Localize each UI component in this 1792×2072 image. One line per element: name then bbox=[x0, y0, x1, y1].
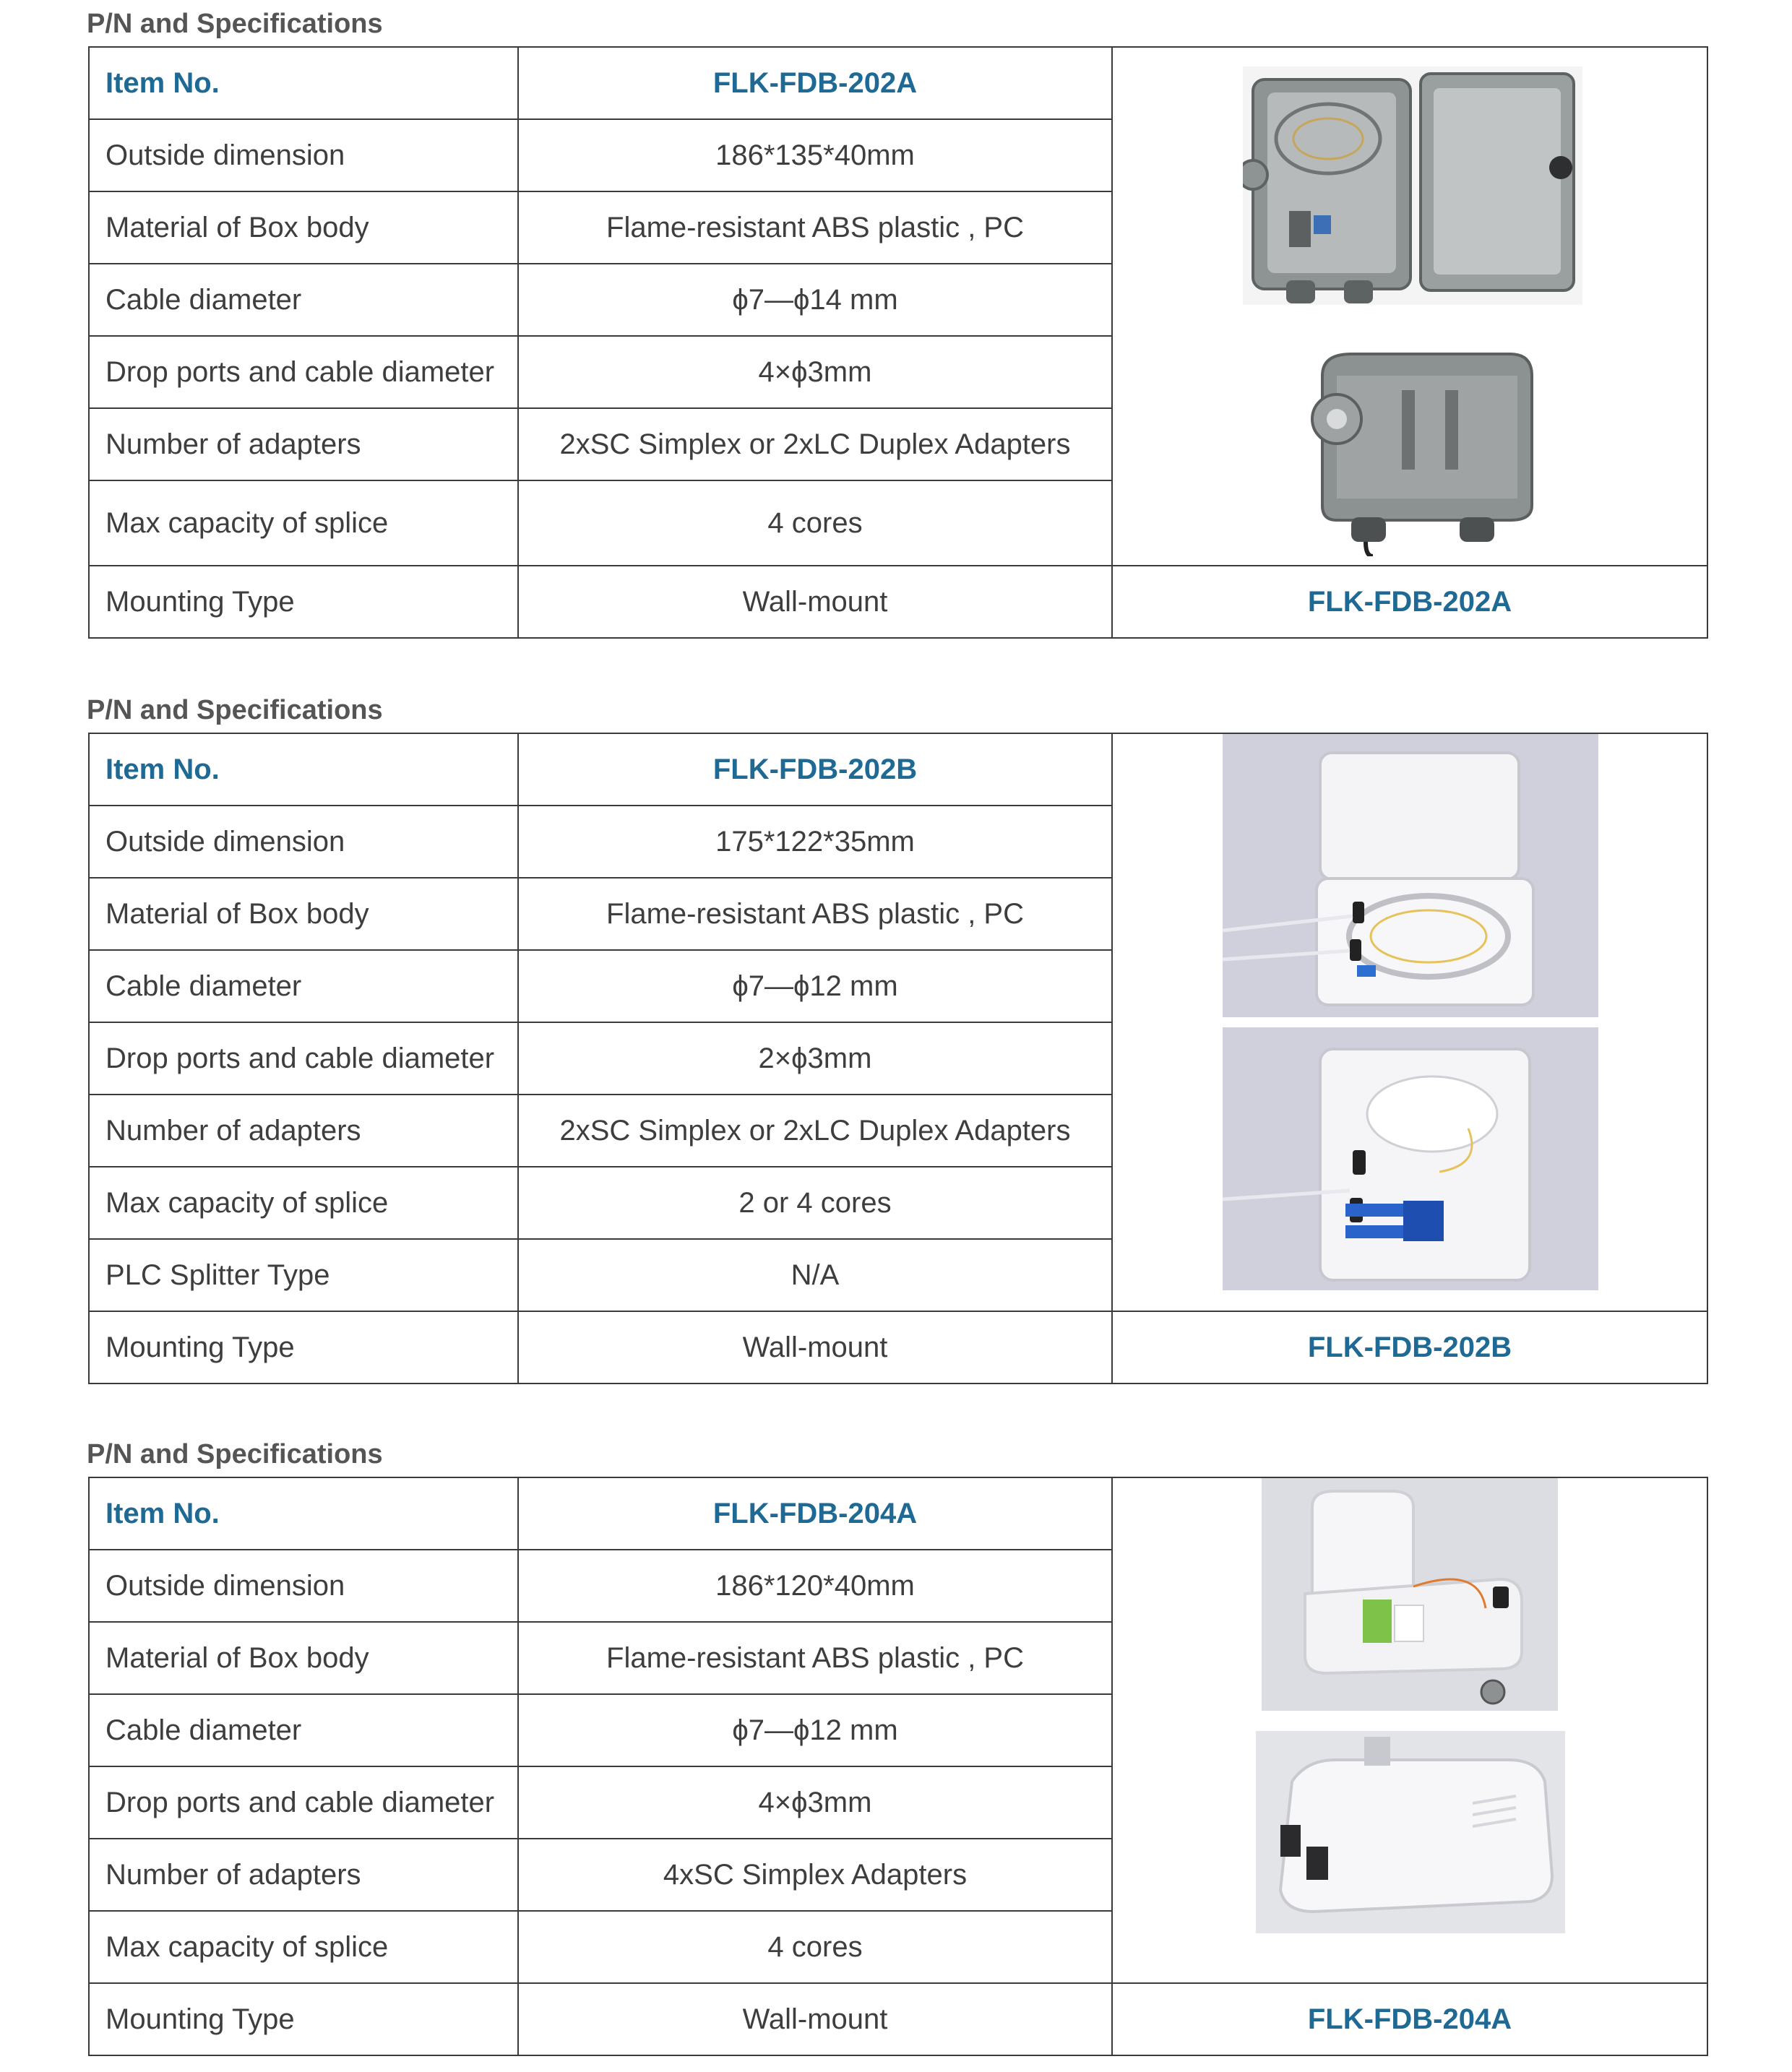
spec-value: 4 cores bbox=[518, 1911, 1112, 1983]
spec-value: 4 cores bbox=[518, 480, 1112, 566]
spec-label: Outside dimension bbox=[89, 1550, 518, 1622]
product-label: FLK-FDB-202A bbox=[1112, 566, 1707, 638]
spec-label: Mounting Type bbox=[89, 1983, 518, 2055]
spec-label: Material of Box body bbox=[89, 878, 518, 950]
spec-section-2 bbox=[87, 686, 1707, 1387]
spec-value: 2×ϕ3mm bbox=[518, 1022, 1112, 1095]
product-image-cell bbox=[1112, 47, 1707, 566]
spec-value: 2xSC Simplex or 2xLC Duplex Adapters bbox=[518, 1095, 1112, 1167]
spec-label: Outside dimension bbox=[89, 119, 518, 191]
spec-label: Number of adapters bbox=[89, 408, 518, 480]
spec-section-3 bbox=[87, 1430, 1707, 2066]
spec-label: Outside dimension bbox=[89, 806, 518, 878]
product-photo-closed bbox=[1293, 347, 1554, 556]
spec-table bbox=[88, 46, 1708, 639]
item-no-label: Item No. bbox=[89, 47, 518, 119]
spec-value: Wall-mount bbox=[518, 1983, 1112, 2055]
spec-value: Wall-mount bbox=[518, 1311, 1112, 1384]
spec-label: Drop ports and cable diameter bbox=[89, 336, 518, 408]
table-row bbox=[89, 1477, 1707, 1550]
spec-value: 2 or 4 cores bbox=[518, 1167, 1112, 1239]
spec-value: 175*122*35mm bbox=[518, 806, 1112, 878]
item-no-value: FLK-FDB-202A bbox=[518, 47, 1112, 119]
spec-label: Cable diameter bbox=[89, 1694, 518, 1766]
spec-value: 4xSC Simplex Adapters bbox=[518, 1839, 1112, 1911]
spec-value: ϕ7—ϕ12 mm bbox=[518, 1694, 1112, 1766]
item-no-value: FLK-FDB-202B bbox=[518, 733, 1112, 806]
spec-label: Drop ports and cable diameter bbox=[89, 1022, 518, 1095]
spec-value: 186*120*40mm bbox=[518, 1550, 1112, 1622]
section-title: P/N and Specifications bbox=[87, 695, 383, 725]
table-row bbox=[89, 733, 1707, 806]
spec-label: Max capacity of splice bbox=[89, 1167, 518, 1239]
spec-value: ϕ7—ϕ12 mm bbox=[518, 950, 1112, 1022]
section-title: P/N and Specifications bbox=[87, 1439, 383, 1469]
spec-value: Wall-mount bbox=[518, 566, 1112, 638]
spec-label: Drop ports and cable diameter bbox=[89, 1766, 518, 1839]
spec-label: Cable diameter bbox=[89, 950, 518, 1022]
spec-value: 2xSC Simplex or 2xLC Duplex Adapters bbox=[518, 408, 1112, 480]
spec-value: Flame-resistant ABS plastic , PC bbox=[518, 1622, 1112, 1694]
spec-value: Flame-resistant ABS plastic , PC bbox=[518, 878, 1112, 950]
product-image-cell bbox=[1112, 1477, 1707, 1983]
spec-label: Material of Box body bbox=[89, 191, 518, 264]
product-photo-adapters bbox=[1223, 1027, 1598, 1290]
spec-label: Cable diameter bbox=[89, 264, 518, 336]
spec-value: 4×ϕ3mm bbox=[518, 1766, 1112, 1839]
spec-value: Flame-resistant ABS plastic , PC bbox=[518, 191, 1112, 264]
spec-table bbox=[88, 733, 1708, 1384]
spec-label: Number of adapters bbox=[89, 1095, 518, 1167]
spec-value: ϕ7—ϕ14 mm bbox=[518, 264, 1112, 336]
spec-section-1 bbox=[87, 0, 1707, 643]
item-no-label: Item No. bbox=[89, 1477, 518, 1550]
product-label: FLK-FDB-202B bbox=[1112, 1311, 1707, 1384]
spec-value: 4×ϕ3mm bbox=[518, 336, 1112, 408]
spec-value: N/A bbox=[518, 1239, 1112, 1311]
product-photo-closed bbox=[1256, 1731, 1565, 1933]
spec-label: Material of Box body bbox=[89, 1622, 518, 1694]
spec-table bbox=[88, 1477, 1708, 2056]
item-no-label: Item No. bbox=[89, 733, 518, 806]
spec-label: Mounting Type bbox=[89, 566, 518, 638]
product-photo-open bbox=[1223, 734, 1598, 1017]
item-no-value: FLK-FDB-204A bbox=[518, 1477, 1112, 1550]
table-row bbox=[89, 566, 1707, 638]
product-label: FLK-FDB-204A bbox=[1112, 1983, 1707, 2055]
spec-label: Mounting Type bbox=[89, 1311, 518, 1384]
spec-label: PLC Splitter Type bbox=[89, 1239, 518, 1311]
product-image-cell bbox=[1112, 733, 1707, 1311]
spec-value: 186*135*40mm bbox=[518, 119, 1112, 191]
product-photo-open bbox=[1262, 1478, 1558, 1711]
product-photo-open bbox=[1243, 66, 1582, 305]
section-title: P/N and Specifications bbox=[87, 9, 383, 39]
table-row bbox=[89, 1983, 1707, 2055]
spec-label: Max capacity of splice bbox=[89, 480, 518, 566]
spec-label: Number of adapters bbox=[89, 1839, 518, 1911]
table-row bbox=[89, 1311, 1707, 1384]
table-row bbox=[89, 47, 1707, 119]
spec-label: Max capacity of splice bbox=[89, 1911, 518, 1983]
